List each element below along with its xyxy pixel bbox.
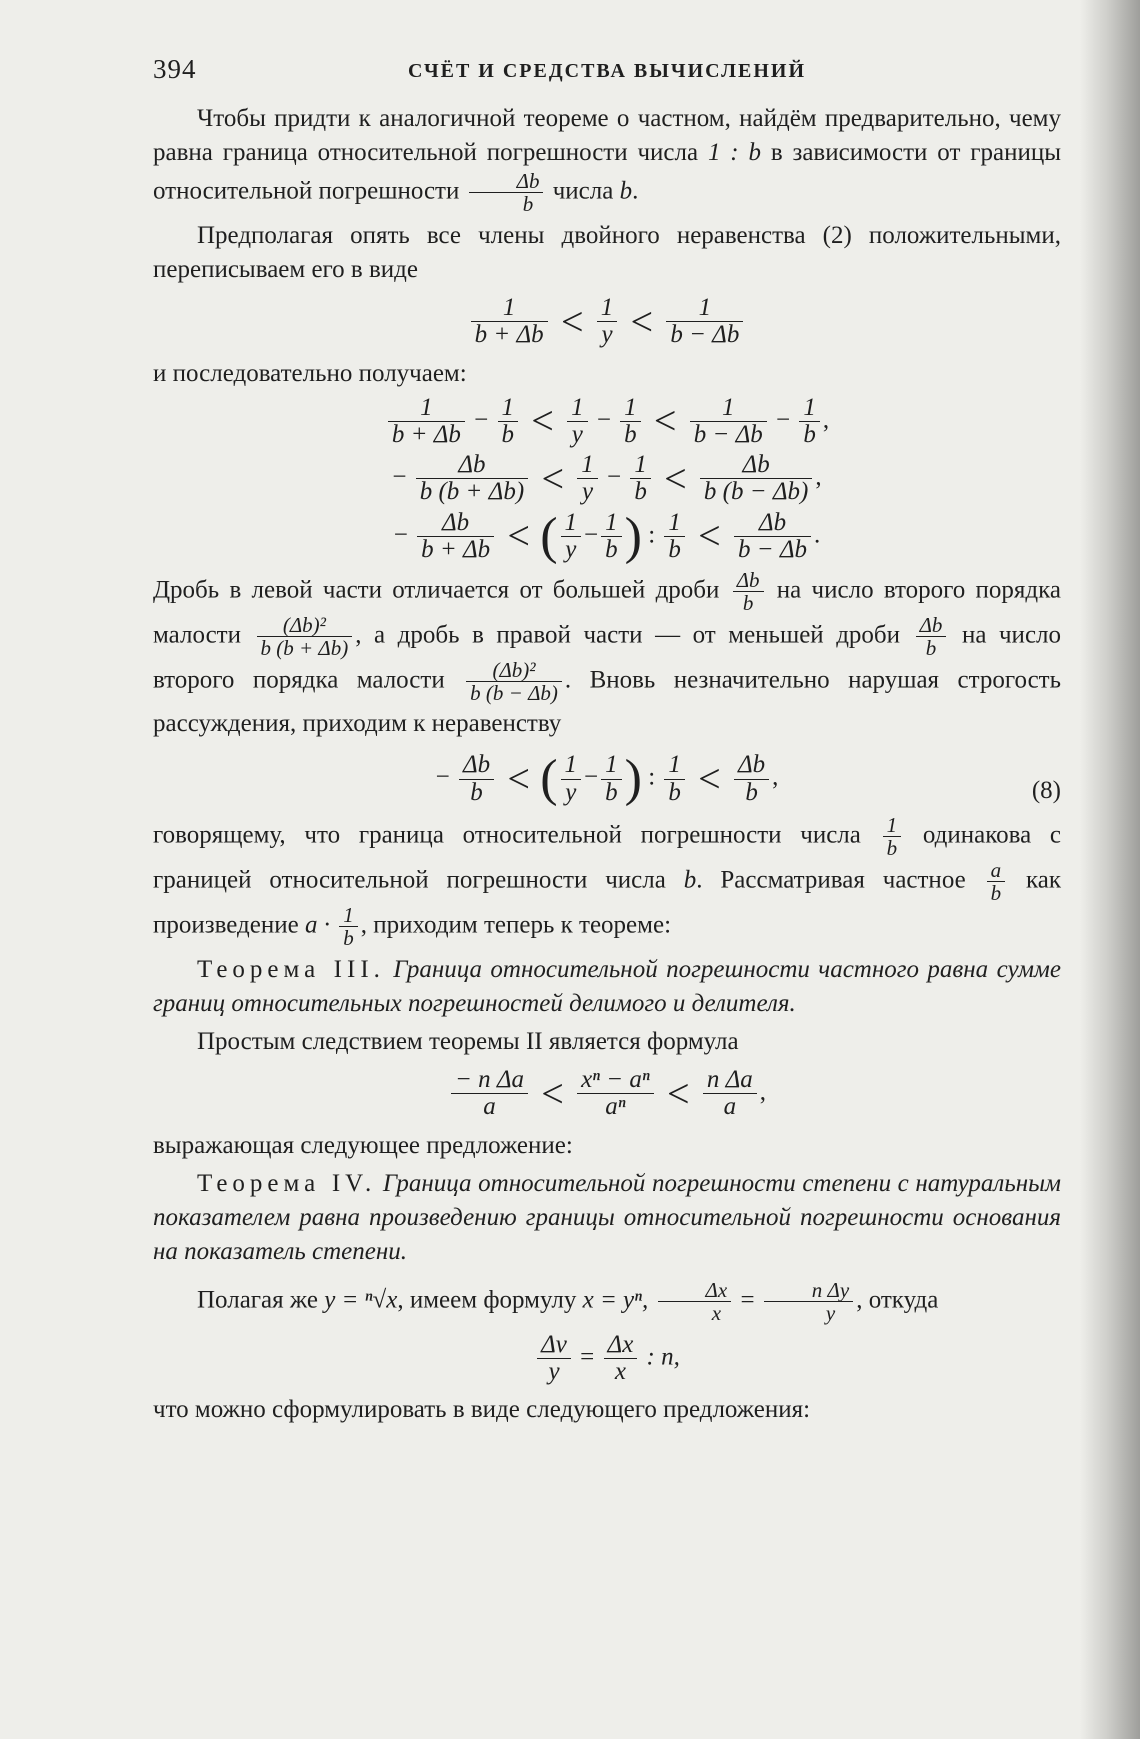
page-header: [153, 52, 1061, 96]
theorem-3: [153, 953, 1061, 1021]
fraction: $\frac{1}{b}$: [883, 814, 902, 859]
less-than-sign: <: [507, 513, 530, 559]
equation-8: − $\frac{\Delta b}{b}$ < ( $\frac{1}{y}$ − $\frac{1}{b}$ ) : $\frac{1}{b}$ < $\frac{\Delta b}{b}$ , (8): [435, 750, 1061, 808]
fraction: $\frac{\text{xⁿ − aⁿ}}{\text{aⁿ}}$: [577, 1067, 654, 1121]
paragraph-corollary: Простым следствием теоремы II является формула: [197, 1028, 739, 1056]
fraction-db-over-b: $\frac{\Delta b}{b}$: [469, 170, 544, 215]
fraction: $\frac{1}{y}$: [561, 752, 582, 806]
math-inline: b: [619, 177, 633, 205]
fraction: $\frac{\text{(Δb)²}}{b (b + \Delta b)}$: [257, 614, 353, 659]
less-than-sign: <: [507, 756, 530, 802]
fraction: $\frac{\Delta b}{b}$: [459, 752, 494, 806]
fraction: $\frac{1}{y}$: [577, 452, 598, 506]
equation-number: (8): [1031, 777, 1061, 805]
fraction: $\frac{\Delta b}{b (b + \Delta b)}$: [416, 452, 528, 506]
fraction: $\frac{1}{b}$: [601, 752, 622, 806]
fraction: $\frac{1}{b}$: [799, 395, 820, 449]
fraction: $\frac{\Delta x}{x}$: [604, 1332, 638, 1386]
fraction: $\frac{\Delta x}{x}$: [658, 1279, 732, 1324]
less-than-sign: <: [698, 756, 721, 802]
equation-row-2: − $\frac{\Delta b}{b (b + \Delta b)}$ < $\frac{1}{y}$ − $\frac{1}{b}$ < $\frac{\Delta b}{b (b - \Delta b)}$ ,: [392, 451, 822, 506]
fraction: $\frac{\Delta b}{b}$: [734, 752, 769, 806]
theorem-text: Граница относительной погрешности частного равна сумме границ относительных погрешностей делимого и делителя.: [153, 956, 1061, 1018]
equation-power: $\frac{\text{− n Δa}}{a}$ < $\frac{\text{xⁿ − aⁿ}}{\text{aⁿ}}$ < $\frac{\text{n Δa}}{a}$ ,: [153, 1067, 1061, 1121]
text: Чтобы придти к аналогичной теореме о частном, найдём предварительно, чему равна граница относительной погрешности числа: [153, 105, 1061, 166]
less-than-sign: <: [667, 1070, 690, 1116]
theorem-4: [153, 1167, 1061, 1269]
less-than-sign: <: [630, 298, 654, 344]
equation-inverse-bounds: [153, 295, 1061, 349]
paragraph-quotient-intro: Чтобы придти к аналогичной теореме о частном, найдём предварительно, чему равна граница относительной погрешности числа 1 : b в зависимости от границы относительной погрешности $\frac{\Delta b}{b}$ числа b.: [153, 105, 1062, 217]
paragraph-fraction-comparison: Дробь в левой части отличается от большей дроби $\frac{\Delta b}{b}$ на число второго порядка малости $\frac{\text{(Δb)²}}{b (b + \Delta b)}$ , а дробь в правой части — от меньшей дроби $\frac{\Delta b}{b}$ на число второго порядка малости $\frac{\text{(Δb)²}}{b (b - \Delta b)}$ . Вновь незначительно нарушая строгость рассуждения, приходим к неравенству: [153, 568, 1062, 738]
paragraph-sequential: и последовательно получаем:: [153, 359, 467, 387]
fraction: $\frac{a}{b}$: [987, 859, 1006, 904]
running-title: СЧЁТ И СРЕДСТВА ВЫЧИСЛЕНИЙ: [408, 60, 806, 82]
fraction: $\frac{1}{b - \Delta b}$: [666, 295, 743, 349]
fraction: $\frac{1}{b}$: [601, 510, 622, 564]
book-page: [153, 52, 1061, 1427]
page-edge-shadow: [1080, 0, 1140, 1739]
less-than-sign: <: [541, 1070, 564, 1116]
text: числа: [552, 177, 614, 205]
less-than-sign: <: [653, 398, 677, 444]
fraction: $\frac{\text{n Δa}}{a}$: [703, 1067, 757, 1121]
fraction: $\frac{1}{y}$: [597, 295, 618, 349]
fraction: $\frac{1}{b + \Delta b}$: [388, 395, 465, 449]
fraction: $\frac{\Delta v}{y}$: [537, 1332, 571, 1386]
equation-row-1: $\frac{1}{b + \Delta b}$ − $\frac{1}{b}$ < $\frac{1}{y}$ − $\frac{1}{b}$ < $\frac{1}{b - \Delta b}$ − $\frac{1}{b}$ ,: [153, 395, 1061, 449]
fraction: $\frac{\text{(Δb)²}}{b (b - \Delta b)}$: [466, 659, 562, 704]
theorem-label: Теорема III.: [197, 956, 385, 984]
paragraph-conclusion: говорящему, что граница относительной погрешности числа $\frac{1}{b}$ одинакова с границей относительной погрешности числа b. Рассматривая частное $\frac{a}{b}$ как произведение a · $\frac{1}{b}$ , приходим теперь к теореме:: [153, 812, 1062, 951]
fraction: $\frac{1}{b}$: [339, 904, 358, 949]
less-than-sign: <: [541, 455, 564, 501]
theorem-text: Граница относительной погрешности степени с натуральным показателем равна произведению границы относительной погрешности основания на показатель степени.: [153, 1169, 1061, 1265]
paragraph-rewrite: Предполагая опять все члены двойного неравенства (2) положительными, переписываем его в виде: [153, 222, 1061, 284]
fraction: $\frac{\text{n Δy}}{y}$: [764, 1279, 853, 1324]
page-number: 394: [153, 54, 197, 84]
fraction: $\frac{\Delta b}{b}$: [733, 569, 764, 614]
fraction: $\frac{1}{b}$: [498, 395, 519, 449]
less-than-sign: <: [531, 398, 554, 444]
equation-row-3: − $\frac{\Delta b}{b + \Delta b}$ < ( $\frac{1}{y}$ − $\frac{1}{b}$ ) : $\frac{1}{b}$ < $\frac{\Delta b}{b - \Delta b}$ .: [393, 507, 821, 565]
fraction: $\frac{\Delta b}{b + \Delta b}$: [417, 510, 494, 564]
fraction: $\frac{1}{b}$: [664, 510, 685, 564]
fraction: $\frac{\text{− n Δa}}{a}$: [451, 1067, 528, 1121]
fraction: $\frac{1}{b}$: [664, 752, 685, 806]
fraction: $\frac{\Delta b}{b (b - \Delta b)}$: [700, 452, 812, 506]
fraction: $\frac{1}{y}$: [567, 395, 588, 449]
less-than-sign: <: [664, 455, 687, 501]
fraction: $\frac{1}{b}$: [630, 452, 651, 506]
paragraph-root: Полагая же y = ⁿ√x, имеем формулу x = yⁿ, $\frac{\Delta x}{x}$ = $\frac{\text{n Δy}}{y}$ , откуда: [197, 1277, 939, 1325]
fraction: $\frac{\Delta b}{b}$: [916, 614, 947, 659]
fraction: $\frac{1}{b + \Delta b}$: [471, 295, 548, 349]
less-than-sign: <: [560, 298, 584, 344]
paragraph-final: что можно сформулировать в виде следующего предложения:: [153, 1396, 811, 1424]
fraction: $\frac{1}{b}$: [620, 395, 641, 449]
theorem-label: Теорема IV.: [197, 1169, 377, 1197]
fraction: $\frac{\Delta b}{b - \Delta b}$: [734, 510, 811, 564]
equation-root-error: $\frac{\Delta v}{y}$ = $\frac{\Delta x}{x}$ : n,: [153, 1332, 1061, 1386]
fraction: $\frac{1}{y}$: [561, 510, 582, 564]
paragraph-expressing: выражающая следующее предложение:: [153, 1131, 573, 1159]
text: в зависимости от границы относительной погрешности: [153, 139, 1062, 205]
less-than-sign: <: [698, 513, 721, 559]
math-inline: 1 : b: [707, 139, 761, 166]
fraction: $\frac{1}{b - \Delta b}$: [690, 395, 767, 449]
